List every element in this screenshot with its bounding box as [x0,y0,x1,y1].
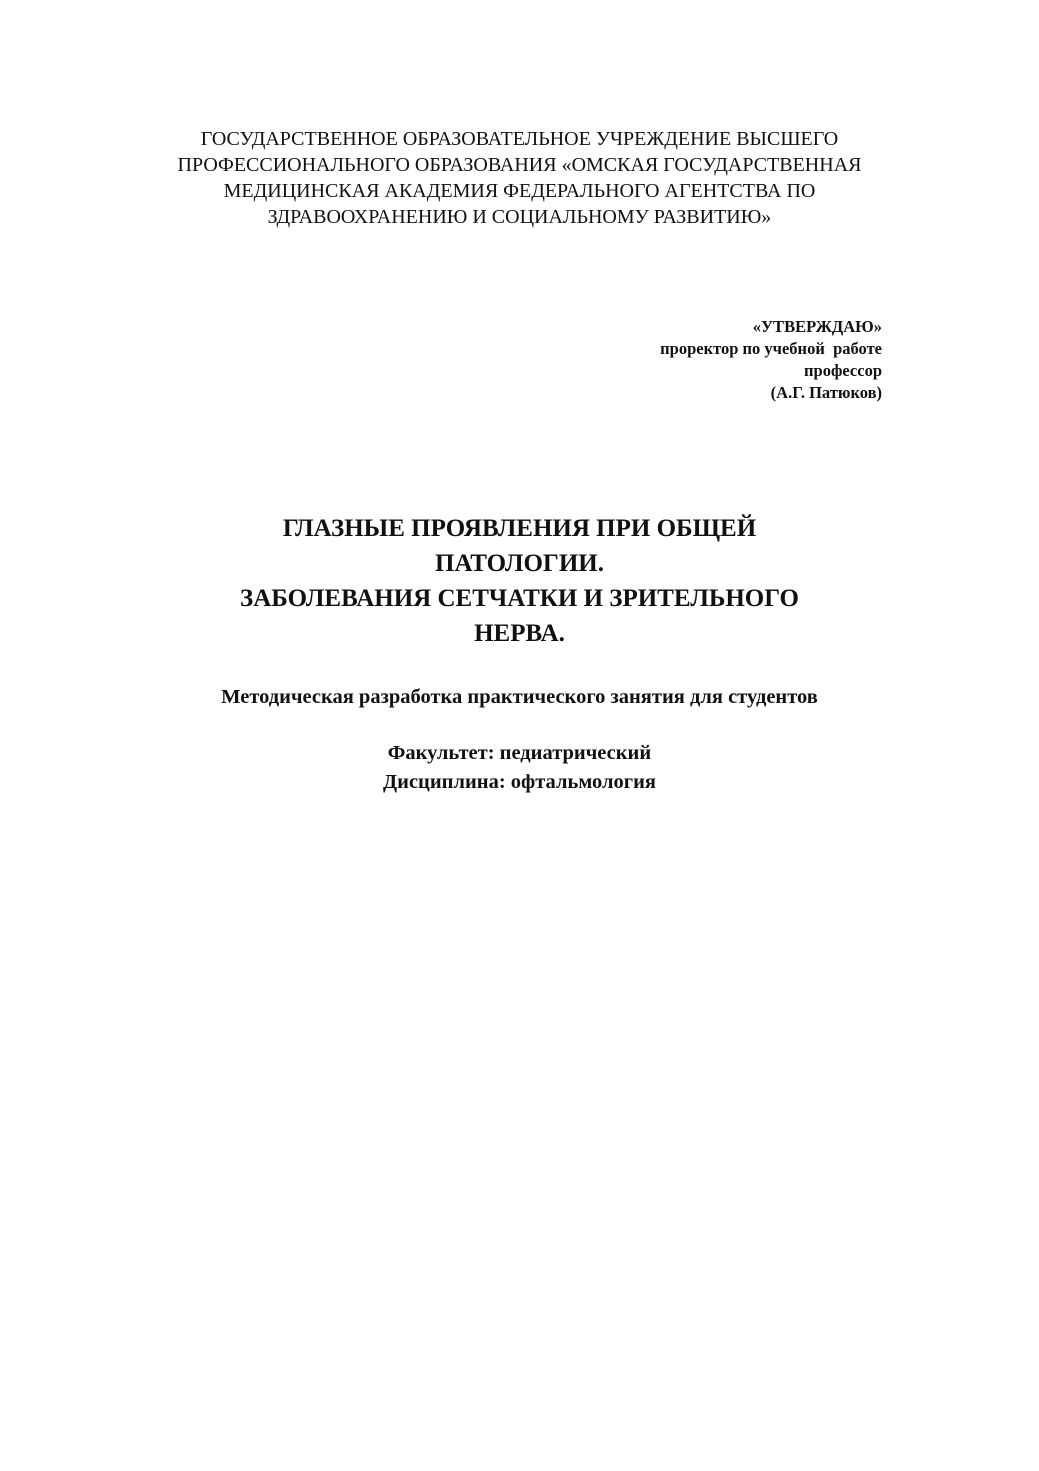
faculty-line: Факультет: педиатрический [387,742,652,764]
document-meta [100,739,939,797]
institution-line: ПРОФЕССИОНАЛЬНОГО ОБРАЗОВАНИЯ «ОМСКАЯ ГОСУДАРСТВЕННАЯ [177,154,862,176]
discipline-line: Дисциплина: офтальмология [383,771,656,793]
institution-header [100,126,939,230]
approval-heading: «УТВЕРЖДАЮ» [752,317,882,336]
approval-block [660,316,882,404]
title-line: ГЛАЗНЫЕ ПРОЯВЛЕНИЯ ПРИ ОБЩЕЙ [282,515,757,542]
title-line: НЕРВА. [474,620,565,647]
approval-rank: профессор [804,361,882,380]
institution-line: ЗДРАВООХРАНЕНИЮ И СОЦИАЛЬНОМУ РАЗВИТИЮ» [267,206,772,228]
title-line: ПАТОЛОГИИ. [435,550,604,577]
document-subtitle: Методическая разработка практического занятия для студентов [221,686,818,708]
document-title [100,511,939,651]
institution-line: МЕДИЦИНСКАЯ АКАДЕМИЯ ФЕДЕРАЛЬНОГО АГЕНТСТВА ПО [223,180,816,202]
title-line: ЗАБОЛЕВАНИЯ СЕТЧАТКИ И ЗРИТЕЛЬНОГО [240,585,799,612]
approval-name: (А.Г. Патюков) [770,383,882,402]
approval-position: проректор по учебной работе [660,339,882,358]
institution-line: ГОСУДАРСТВЕННОЕ ОБРАЗОВАТЕЛЬНОЕ УЧРЕЖДЕНИЕ ВЫСШЕГО [200,128,839,150]
